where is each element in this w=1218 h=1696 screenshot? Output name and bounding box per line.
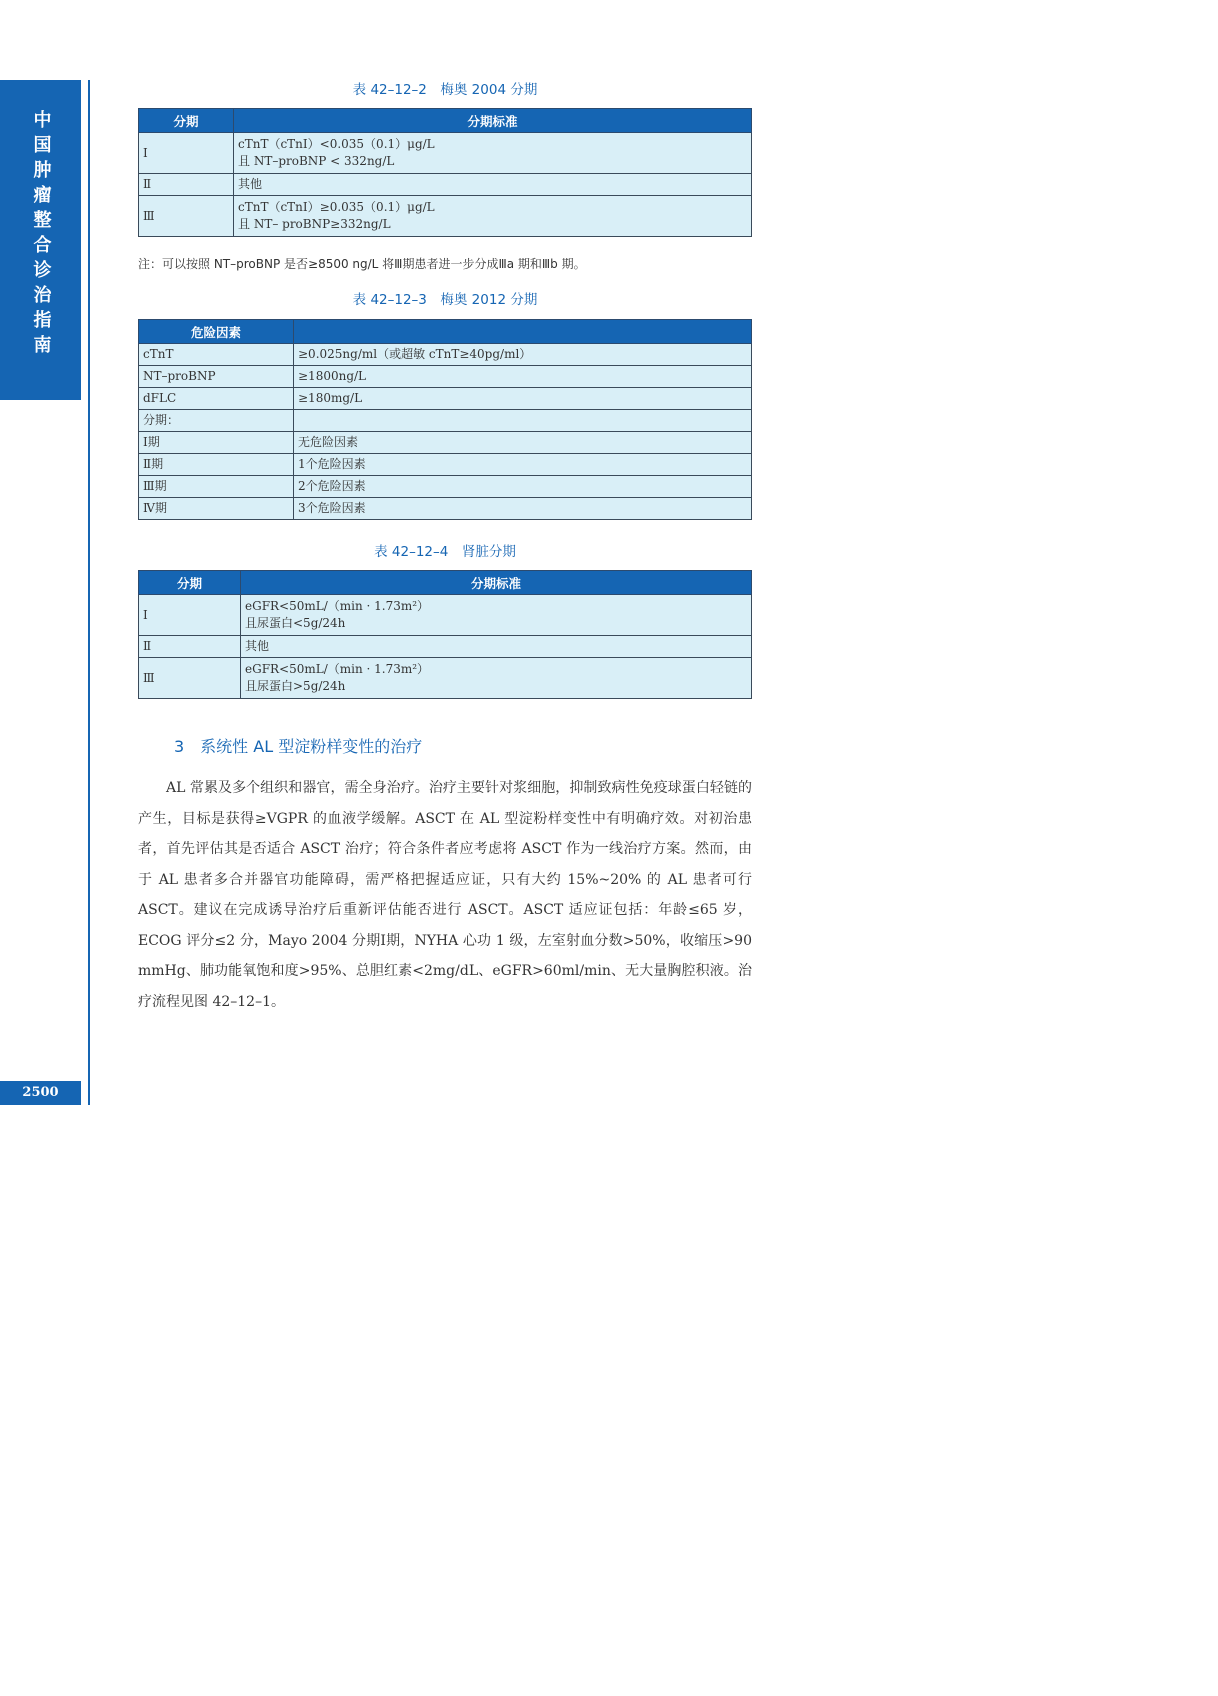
table-row xyxy=(139,133,752,174)
criteria-cell xyxy=(234,133,752,174)
table-row xyxy=(139,196,752,237)
column-header: 分期标准 xyxy=(234,109,752,133)
table-row xyxy=(139,344,752,366)
value-cell xyxy=(294,410,752,432)
table2-caption: 表 42–12–3 梅奥 2012 分期 xyxy=(352,292,538,308)
factor-cell: Ⅲ期 xyxy=(139,476,294,498)
criteria-line: cTnT（cTnI）<0.035（0.1）μg/L xyxy=(238,137,435,151)
criteria-cell xyxy=(241,658,752,699)
column-header: 分期 xyxy=(139,571,241,595)
value-cell: ≥180mg/L xyxy=(294,388,752,410)
table-row xyxy=(139,174,752,196)
stage-cell: Ⅰ xyxy=(139,595,241,636)
value-cell: 3个危险因素 xyxy=(294,498,752,520)
table3-caption: 表 42–12–4 肾脏分期 xyxy=(374,544,516,560)
table1-mayo-2004 xyxy=(138,108,752,237)
table-row xyxy=(139,498,752,520)
criteria-cell xyxy=(234,174,752,196)
stage-cell: Ⅱ xyxy=(139,636,241,658)
value-cell: ≥1800ng/L xyxy=(294,366,752,388)
page-number: 2500 xyxy=(0,1081,81,1105)
criteria-line: 其他 xyxy=(245,639,270,653)
criteria-line: eGFR<50mL/（min · 1.73m²） xyxy=(245,662,430,676)
table-header-row xyxy=(139,109,752,133)
table1-caption: 表 42–12–2 梅奥 2004 分期 xyxy=(352,82,538,98)
section-heading: 3 系统性 AL 型淀粉样变性的治疗 xyxy=(174,737,423,756)
stage-cell: Ⅱ xyxy=(139,174,234,196)
column-header: 分期 xyxy=(139,109,234,133)
table-header-row xyxy=(139,320,752,344)
stage-cell: Ⅲ xyxy=(139,196,234,237)
table3-renal-staging xyxy=(138,570,752,699)
table-row xyxy=(139,410,752,432)
criteria-line: eGFR<50mL/（min · 1.73m²） xyxy=(245,599,430,613)
table-row xyxy=(139,636,752,658)
table-row xyxy=(139,454,752,476)
criteria-line: 且尿蛋白>5g/24h xyxy=(245,679,346,693)
criteria-line: 且 NT– proBNP≥332ng/L xyxy=(238,217,391,231)
margin-rule xyxy=(88,80,90,1105)
value-cell: ≥0.025ng/ml（或超敏 cTnT≥40pg/ml） xyxy=(294,344,752,366)
table-header-row xyxy=(139,571,752,595)
criteria-line: 且 NT–proBNP < 332ng/L xyxy=(238,154,395,168)
factor-cell: Ⅰ期 xyxy=(139,432,294,454)
criteria-line: 且尿蛋白<5g/24h xyxy=(245,616,346,630)
body-paragraph: AL 常累及多个组织和器官，需全身治疗。治疗主要针对浆细胞，抑制致病性免疫球蛋白轻链的产生，目标是获得≥VGPR 的血液学缓解。ASCT 在 AL 型淀粉样变性中有明确疗效。对初治患者，首先评估其是否适合 ASCT 治疗；符合条件者应考虑将 ASCT 作为一线治疗方案。然而，由于 AL 患者多合并器官功能障碍，需严格把握适应证，只有大约 15%~20% 的 AL 患者可行 ASCT。建议在完成诱导治疗后重新评估能否进行 ASCT。ASCT 适应证包括：年龄≤65 岁，ECOG 评分≤2 分，Mayo 2004 分期Ⅰ期，NYHA 心功 1 级，左室射血分数>50%，收缩压>90 mmHg、肺功能氧饱和度>95%、总胆红素<2mg/dL、eGFR>60ml/min、无大量胸腔积液。治疗流程见图 42–12–1。 xyxy=(138,780,752,1010)
table-row xyxy=(139,658,752,699)
factor-cell: NT–proBNP xyxy=(139,366,294,388)
column-header xyxy=(294,320,752,344)
value-cell: 2个危险因素 xyxy=(294,476,752,498)
criteria-line: 其他 xyxy=(238,177,263,191)
table-row xyxy=(139,366,752,388)
value-cell: 无危险因素 xyxy=(294,432,752,454)
sidebar-title-wrap xyxy=(0,110,81,370)
table1-note: 注：可以按照 NT–proBNP 是否≥8500 ng/L 将Ⅲ期患者进一步分成Ⅲa 期和Ⅲb 期。 xyxy=(138,257,586,271)
factor-cell: dFLC xyxy=(139,388,294,410)
criteria-cell xyxy=(241,636,752,658)
factor-cell: cTnT xyxy=(139,344,294,366)
table-row xyxy=(139,476,752,498)
criteria-cell xyxy=(241,595,752,636)
factor-cell: 分期： xyxy=(139,410,294,432)
column-header: 分期标准 xyxy=(241,571,752,595)
criteria-line: cTnT（cTnI）≥0.035（0.1）μg/L xyxy=(238,200,435,214)
table-row xyxy=(139,388,752,410)
factor-cell: Ⅳ期 xyxy=(139,498,294,520)
stage-cell: Ⅰ xyxy=(139,133,234,174)
criteria-cell xyxy=(234,196,752,237)
column-header: 危险因素 xyxy=(139,320,294,344)
stage-cell: Ⅲ xyxy=(139,658,241,699)
table-row xyxy=(139,595,752,636)
table-row xyxy=(139,432,752,454)
value-cell: 1个危险因素 xyxy=(294,454,752,476)
table2-mayo-2012 xyxy=(138,319,752,520)
book-title: 中国肿瘤整合诊治指南 xyxy=(30,110,52,360)
factor-cell: Ⅱ期 xyxy=(139,454,294,476)
